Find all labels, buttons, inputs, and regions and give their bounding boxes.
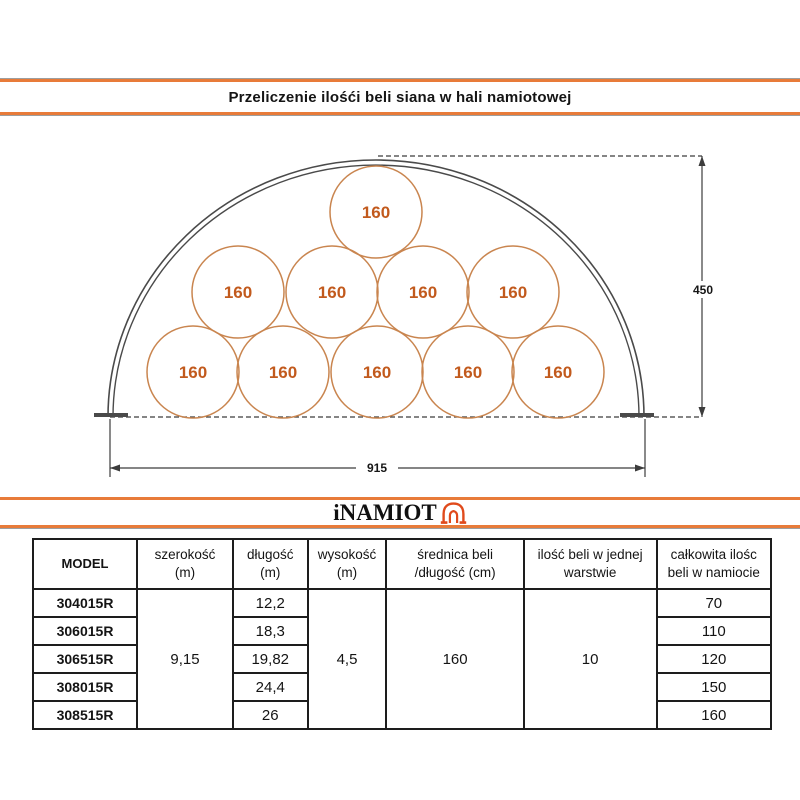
header-wysokosc: wysokość (m) xyxy=(308,539,387,589)
hay-bale-diameter-label: 160 xyxy=(361,203,391,222)
header-dlugosc: długość (m) xyxy=(233,539,308,589)
tent-icon xyxy=(440,501,467,525)
spec-table xyxy=(32,538,772,730)
left-foot-plate xyxy=(94,413,128,417)
cell-dlugosc: 19,82 xyxy=(233,645,308,673)
hay-bale-diameter-label: 160 xyxy=(543,363,573,382)
title-bar-border-bottom-dark xyxy=(0,115,800,116)
hay-bale-diameter-label: 160 xyxy=(317,283,347,302)
cell-calkowita: 160 xyxy=(657,701,771,729)
cell-szerokosc-merged: 9,15 xyxy=(137,589,233,729)
hay-bale-diameter-label: 160 xyxy=(453,363,483,382)
cell-model: 308015R xyxy=(33,673,137,701)
header-model: MODEL xyxy=(33,539,137,589)
height-dimension xyxy=(685,156,721,417)
hay-bale-diameter-label: 160 xyxy=(223,283,253,302)
cell-dlugosc: 24,4 xyxy=(233,673,308,701)
header-ilosc-warstwa: ilość beli w jednej warstwie xyxy=(524,539,657,589)
title-bar xyxy=(0,78,800,116)
table-row xyxy=(33,589,771,617)
header-calkowita: całkowita ilośc beli w namiocie xyxy=(657,539,771,589)
width-dimension xyxy=(110,419,645,477)
cell-wysokosc-merged: 4,5 xyxy=(308,589,387,729)
hay-bale-diameter-label: 160 xyxy=(408,283,438,302)
table-header-row xyxy=(33,539,771,589)
header-szerokosc: szerokość (m) xyxy=(137,539,233,589)
cell-calkowita: 70 xyxy=(657,589,771,617)
logo-bar-border-bottom-dark xyxy=(0,528,800,529)
hay-bale-diameter-label: 160 xyxy=(268,363,298,382)
hay-bale-diameter-label: 160 xyxy=(362,363,392,382)
cell-model: 304015R xyxy=(33,589,137,617)
hay-bale-diameter-label: 160 xyxy=(498,283,528,302)
cell-model: 306515R xyxy=(33,645,137,673)
header-srednica: średnica beli /długość (cm) xyxy=(386,539,523,589)
hay-bale-diameter-label: 160 xyxy=(178,363,208,382)
cell-dlugosc: 18,3 xyxy=(233,617,308,645)
brand-logo-text: iNAMIOT xyxy=(333,500,437,525)
width-dimension-label: 915 xyxy=(366,461,388,475)
cell-calkowita: 110 xyxy=(657,617,771,645)
cell-srednica-merged: 160 xyxy=(386,589,523,729)
cell-ilosc-warstwa-merged: 10 xyxy=(524,589,657,729)
cell-calkowita: 120 xyxy=(657,645,771,673)
height-dimension-label: 450 xyxy=(692,283,714,297)
hay-bales-group xyxy=(147,166,604,418)
cell-model: 308515R xyxy=(33,701,137,729)
cell-dlugosc: 12,2 xyxy=(233,589,308,617)
cell-model: 306015R xyxy=(33,617,137,645)
tent-diagram xyxy=(0,130,800,495)
right-foot-plate xyxy=(620,413,654,417)
cell-dlugosc: 26 xyxy=(233,701,308,729)
page-title: Przeliczenie ilośći beli siana w hali namiotowej xyxy=(228,88,572,106)
logo-bar xyxy=(0,497,800,529)
cell-calkowita: 150 xyxy=(657,673,771,701)
